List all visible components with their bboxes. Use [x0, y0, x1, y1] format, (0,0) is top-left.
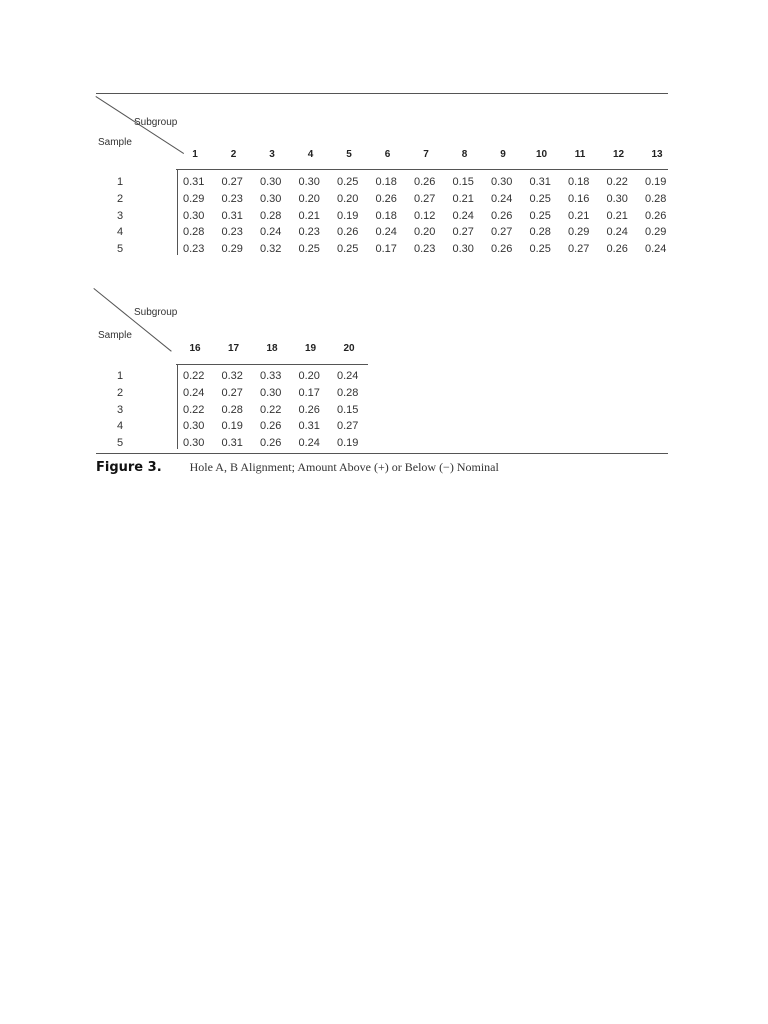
table-1-header-rule — [176, 169, 668, 170]
table-1-subgroup-label: Subgroup — [134, 117, 178, 128]
table1-cell: 0.24 — [452, 209, 474, 222]
table2-cell: 0.33 — [260, 370, 282, 382]
table2-row-header: 3 — [116, 403, 124, 416]
table-2-corner-diagonal — [93, 288, 171, 352]
table2-cell: 0.24 — [298, 437, 320, 450]
table2-col-header: 20 — [343, 343, 355, 354]
table2-cell: 0.19 — [221, 420, 243, 433]
table1-cell: 0.30 — [606, 192, 628, 205]
table1-col-header: 3 — [269, 149, 275, 160]
table1-cell: 0.27 — [221, 176, 243, 188]
table1-cell: 0.26 — [491, 209, 513, 222]
table1-cell: 0.20 — [337, 192, 359, 205]
table1-cell: 0.31 — [221, 209, 243, 222]
table1-cell: 0.16 — [568, 192, 590, 205]
figure-caption-text: Hole A, B Alignment; Amount Above (+) or Below (−) Nominal — [189, 460, 499, 474]
table1-cell: 0.26 — [375, 192, 397, 205]
table1-cell: 0.21 — [568, 209, 590, 222]
table2-cell: 0.22 — [183, 370, 205, 382]
table2-row-header: 2 — [116, 386, 124, 399]
table2-cell: 0.30 — [260, 386, 282, 399]
table1-col-header: 9 — [500, 149, 506, 160]
table2-col-header: 18 — [266, 343, 278, 354]
table1-col-header: 6 — [384, 149, 391, 160]
table1-cell: 0.25 — [529, 209, 551, 222]
table2-col-header: 19 — [304, 343, 317, 354]
table1-row-header: 3 — [116, 209, 124, 222]
table1-cell: 0.31 — [183, 176, 205, 188]
table1-cell: 0.23 — [298, 226, 320, 239]
table2-cell: 0.26 — [260, 437, 282, 450]
table1-cell: 0.30 — [491, 176, 513, 188]
table1-col-header: 2 — [230, 149, 237, 160]
table1-cell: 0.28 — [529, 226, 551, 239]
table1-row-header: 4 — [116, 226, 124, 239]
table2-col-header: 16 — [189, 343, 201, 354]
table1-col-header: 13 — [651, 149, 663, 160]
table1-cell: 0.24 — [260, 226, 282, 239]
table-2-header-rule — [176, 364, 368, 365]
table1-cell: 0.23 — [183, 243, 205, 256]
table1-cell: 0.25 — [337, 176, 359, 188]
table1-cell: 0.24 — [645, 243, 667, 256]
table1-cell: 0.30 — [260, 176, 282, 188]
figure-caption — [96, 460, 499, 475]
table1-cell: 0.30 — [298, 176, 320, 188]
table1-cell: 0.21 — [606, 209, 628, 222]
table1-col-header: 7 — [423, 149, 429, 160]
table1-col-header: 4 — [307, 149, 314, 160]
table1-cell: 0.29 — [221, 243, 243, 256]
table1-cell: 0.15 — [452, 176, 474, 188]
table2-cell: 0.26 — [298, 403, 320, 416]
table2-cell: 0.24 — [337, 370, 359, 382]
table1-col-header: 8 — [461, 149, 468, 160]
table1-cell: 0.30 — [260, 192, 282, 205]
table1-row-header: 5 — [116, 243, 124, 256]
table1-cell: 0.30 — [183, 209, 205, 222]
table1-col-header: 10 — [535, 149, 548, 160]
table1-col-header: 1 — [192, 149, 198, 160]
table1-cell: 0.19 — [645, 176, 667, 188]
table1-cell: 0.25 — [529, 243, 551, 256]
caption-top-rule — [96, 453, 668, 454]
table1-cell: 0.12 — [414, 209, 436, 222]
table-1-top-rule — [96, 93, 668, 94]
table1-cell: 0.27 — [491, 226, 513, 239]
table-2-sample-label: Sample — [98, 330, 132, 341]
table1-cell: 0.24 — [375, 226, 397, 239]
table1-cell: 0.24 — [491, 192, 513, 205]
table2-row-header: 1 — [116, 370, 124, 382]
table2-cell: 0.31 — [298, 420, 320, 433]
table1-cell: 0.21 — [452, 192, 474, 205]
table2-col-header: 17 — [227, 343, 240, 354]
table2-cell: 0.20 — [298, 370, 320, 382]
table-1-row-divider — [177, 170, 178, 255]
table2-row-header: 5 — [116, 437, 124, 450]
table2-cell: 0.28 — [337, 386, 359, 399]
table1-cell: 0.31 — [529, 176, 551, 188]
table1-cell: 0.17 — [375, 243, 397, 256]
table1-cell: 0.28 — [645, 192, 667, 205]
table1-cell: 0.29 — [645, 226, 667, 239]
table1-cell: 0.27 — [414, 192, 436, 205]
table2-cell: 0.22 — [260, 403, 282, 416]
table1-cell: 0.25 — [298, 243, 320, 256]
table1-cell: 0.28 — [183, 226, 205, 239]
table1-cell: 0.21 — [298, 209, 320, 222]
table1-cell: 0.20 — [298, 192, 320, 205]
table1-col-header: 12 — [612, 149, 625, 160]
table1-cell: 0.23 — [414, 243, 436, 256]
table1-cell: 0.27 — [568, 243, 590, 256]
table1-cell: 0.26 — [606, 243, 628, 256]
table2-cell: 0.27 — [221, 386, 243, 399]
table1-cell: 0.27 — [452, 226, 474, 239]
table1-cell: 0.23 — [221, 192, 243, 205]
table1-cell: 0.20 — [414, 226, 436, 239]
table2-cell: 0.28 — [221, 403, 243, 416]
table1-row-header: 2 — [116, 192, 124, 205]
table1-cell: 0.22 — [606, 176, 628, 188]
table1-cell: 0.29 — [568, 226, 590, 239]
table1-cell: 0.19 — [337, 209, 359, 222]
table1-cell: 0.18 — [375, 176, 397, 188]
table-2-row-divider — [177, 365, 178, 449]
table-1-sample-label: Sample — [98, 137, 132, 148]
table1-cell: 0.32 — [260, 243, 282, 256]
table2-cell: 0.30 — [183, 437, 205, 450]
table1-col-header: 11 — [574, 149, 586, 160]
table1-cell: 0.26 — [337, 226, 359, 239]
table2-row-header: 4 — [116, 420, 124, 433]
table1-row-header: 1 — [116, 176, 124, 188]
table1-cell: 0.23 — [221, 226, 243, 239]
table1-cell: 0.26 — [645, 209, 667, 222]
table2-cell: 0.26 — [260, 420, 282, 433]
table1-cell: 0.26 — [491, 243, 513, 256]
table1-cell: 0.29 — [183, 192, 205, 205]
table1-cell: 0.26 — [414, 176, 436, 188]
table2-cell: 0.17 — [298, 386, 320, 399]
table1-col-header: 5 — [346, 149, 352, 160]
table-2-subgroup-label: Subgroup — [134, 307, 178, 318]
table2-cell: 0.15 — [337, 403, 359, 416]
table1-cell: 0.30 — [452, 243, 474, 256]
table1-cell: 0.25 — [337, 243, 359, 256]
table1-cell: 0.18 — [375, 209, 397, 222]
table2-cell: 0.32 — [221, 370, 243, 382]
table2-cell: 0.30 — [183, 420, 205, 433]
table2-cell: 0.24 — [183, 386, 205, 399]
table1-cell: 0.18 — [568, 176, 590, 188]
table1-cell: 0.28 — [260, 209, 282, 222]
table1-cell: 0.24 — [606, 226, 628, 239]
table2-cell: 0.22 — [183, 403, 205, 416]
table2-cell: 0.19 — [337, 437, 359, 450]
table2-cell: 0.31 — [221, 437, 243, 450]
figure-label: Figure 3. — [96, 460, 162, 475]
table1-cell: 0.25 — [529, 192, 551, 205]
table2-cell: 0.27 — [337, 420, 359, 433]
